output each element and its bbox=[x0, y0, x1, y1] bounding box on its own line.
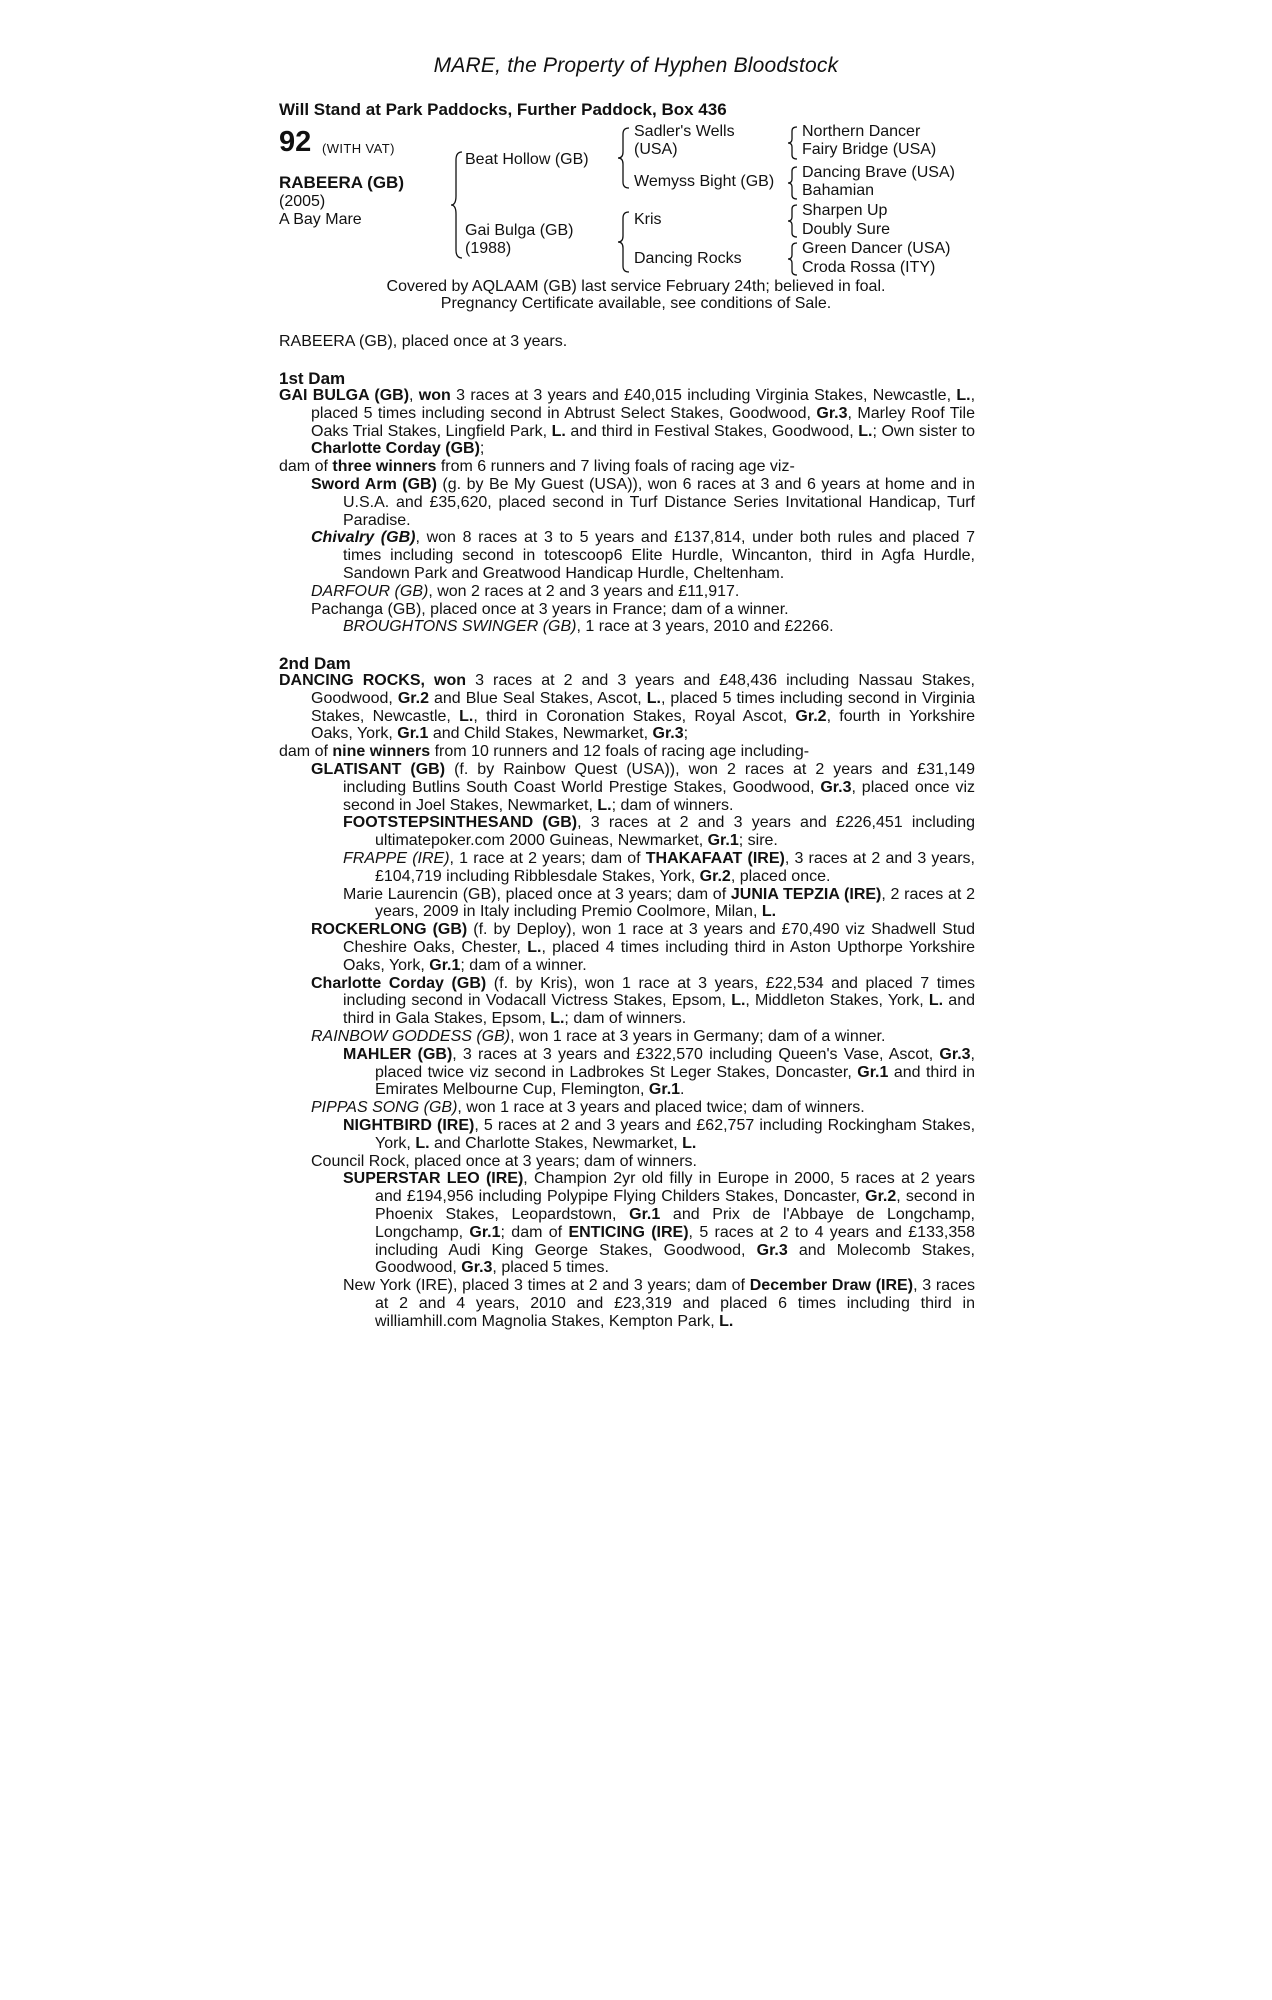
text: ; sire. bbox=[738, 832, 778, 850]
produce-rockerlong bbox=[279, 921, 975, 974]
listed-badge: L. bbox=[415, 1134, 430, 1152]
text: , 5 races at 2 and 3 years and £62,757 including Rockingham Stakes, York, bbox=[375, 1116, 976, 1152]
first-dam-name: GAI BULGA (GB) bbox=[279, 387, 410, 404]
produce-darfour bbox=[279, 583, 975, 601]
stand-location: Will Stand at Park Paddocks, Further Paddock, Box 436 bbox=[279, 100, 727, 119]
listed-badge: L. bbox=[956, 387, 971, 404]
produce-marie-laurencin bbox=[279, 886, 975, 922]
pedigree-brace-3 bbox=[617, 210, 631, 274]
text: , 1 race at 2 years; dam of bbox=[449, 849, 646, 867]
text: , 2 races at 2 years, 2009 in Italy including Premio Coolmore, Milan, bbox=[375, 885, 976, 921]
group-badge: Gr.1 bbox=[648, 1081, 681, 1099]
pedigree-g3: Dancing Brave (USA) bbox=[802, 164, 955, 181]
horse-name: Sword Arm (GB) bbox=[311, 475, 437, 493]
horse-name: DARFOUR (GB) bbox=[311, 582, 429, 600]
group-badge: Gr.1 bbox=[429, 956, 461, 974]
text: from 6 runners and 7 living foals of racing age viz- bbox=[436, 458, 795, 476]
produce-broughtons-swinger bbox=[279, 618, 975, 636]
group-badge: Gr.2 bbox=[397, 689, 429, 707]
produce-chivalry bbox=[279, 529, 975, 582]
vat-note: (WITH VAT) bbox=[322, 141, 395, 156]
group-badge: Gr.3 bbox=[652, 725, 684, 743]
text: ; bbox=[479, 440, 485, 458]
group-badge: Gr.3 bbox=[939, 1045, 971, 1063]
group-badge: Gr.2 bbox=[699, 867, 731, 885]
text: , placed 5 times including second in Abtrust Select Stakes, Goodwood, bbox=[311, 387, 976, 422]
produce-charlotte-corday bbox=[279, 975, 975, 1028]
horse-name: THAKAFAAT (IRE) bbox=[645, 849, 785, 867]
text: Pachanga (GB), placed once at 3 years in France; dam of a winner. bbox=[311, 600, 789, 618]
text: , won 1 race at 3 years and placed twice; dam of winners. bbox=[457, 1099, 865, 1117]
second-dam-title: 2nd Dam bbox=[279, 654, 351, 673]
text: , placed once. bbox=[730, 867, 831, 885]
text: and Child Stakes, Newmarket, bbox=[428, 725, 653, 743]
text: , placed twice viz second in Ladbrokes St Leger Stakes, Doncaster, bbox=[375, 1045, 975, 1081]
horse-description: A Bay Mare bbox=[279, 211, 362, 228]
listed-badge: L. bbox=[858, 422, 873, 440]
produce-pachanga bbox=[279, 601, 975, 619]
won-label: won bbox=[418, 387, 451, 404]
covered-line-1: Covered by AQLAAM (GB) last service February 24th; believed in foal. bbox=[386, 278, 886, 295]
text: dam of bbox=[279, 743, 333, 761]
text: (f. by Kris), won 1 race at 3 years, £22,534 and placed 7 times including second in Vodacall Victress Stakes, Epsom, bbox=[343, 974, 975, 1010]
text: , 3 races at 3 years and £322,570 including Queen's Vase, Ascot, bbox=[452, 1045, 940, 1063]
horse-name: RAINBOW GODDESS (GB) bbox=[311, 1027, 511, 1045]
produce-frappe bbox=[279, 850, 975, 886]
produce-sword-arm bbox=[279, 476, 975, 529]
pedigree-g1: Northern Dancer bbox=[802, 123, 921, 140]
second-dam-entry bbox=[279, 672, 975, 743]
pedigree-g4: Bahamian bbox=[802, 182, 875, 199]
pedigree-g7: Green Dancer (USA) bbox=[802, 240, 951, 257]
text: ; Own sister to bbox=[872, 422, 976, 440]
sister-name: Charlotte Corday (GB) bbox=[311, 440, 480, 458]
group-badge: Gr.1 bbox=[629, 1205, 661, 1223]
winners-count: nine winners bbox=[332, 743, 431, 761]
produce-mahler bbox=[279, 1046, 975, 1099]
horse-name: NIGHTBIRD (IRE) bbox=[343, 1116, 475, 1134]
pedigree-brace-4 bbox=[787, 125, 799, 161]
horse-name: Chivalry (GB) bbox=[311, 529, 416, 547]
text: ; dam of bbox=[500, 1223, 569, 1241]
produce-new-york bbox=[279, 1277, 975, 1330]
text: Council Rock, placed once at 3 years; dam of winners. bbox=[311, 1152, 697, 1170]
winners-count: three winners bbox=[332, 458, 437, 476]
pedigree-brace-1 bbox=[450, 150, 464, 260]
listed-badge: L. bbox=[551, 422, 566, 440]
listed-badge: L. bbox=[731, 992, 746, 1010]
text: and Blue Seal Stakes, Ascot, bbox=[429, 689, 647, 707]
group-badge: Gr.1 bbox=[707, 832, 739, 850]
page-title: MARE, the Property of Hyphen Bloodstock bbox=[433, 54, 839, 77]
text: , Champion 2yr old filly in Europe in 2000, 5 races at 2 years and £194,956 including Polypipe Flying Childers Stakes, Doncaster, bbox=[375, 1170, 976, 1206]
pedigree-brace-5 bbox=[787, 165, 799, 201]
text: , placed 5 times including second in Virginia Stakes, Newcastle, bbox=[311, 689, 976, 725]
text: ; bbox=[683, 725, 689, 743]
horse-name: BROUGHTONS SWINGER (GB) bbox=[343, 618, 577, 636]
group-badge: Gr.1 bbox=[857, 1063, 889, 1081]
horse-name: PIPPAS SONG (GB) bbox=[311, 1099, 458, 1117]
text: 3 races at 3 years and £40,015 including Virginia Stakes, Newcastle, bbox=[450, 387, 957, 404]
text: and Prix de l'Abbaye de Longchamp, Longchamp, bbox=[375, 1205, 976, 1241]
first-dam-entry: GAI BULGA (GB), won 3 races at 3 years and £40,015 including Virginia Stakes, Newcastle, L., placed 5 times including second in Abtrust Select Stakes, Goodwood, Gr.3, Marley Roof Tile Oaks Trial Stakes, Lingfield Park, L. and third in Festival Stakes, Goodwood, L.; Own sister to Charlotte Corday (GB); bbox=[279, 387, 976, 458]
pedigree-brace-6 bbox=[787, 203, 799, 239]
horse-name: FRAPPE (IRE) bbox=[343, 849, 450, 867]
produce-pippas-song bbox=[279, 1099, 975, 1117]
pedigree-dam-sire: Kris bbox=[634, 211, 662, 228]
text: and Charlotte Stakes, Newmarket, bbox=[429, 1134, 683, 1152]
pedigree-sire: Beat Hollow (GB) bbox=[465, 151, 589, 168]
second-dam-produce-summary bbox=[279, 743, 975, 761]
text: from 10 runners and 12 foals of racing age including- bbox=[430, 743, 810, 761]
listed-badge: L. bbox=[527, 938, 542, 956]
text: ; dam of winners. bbox=[564, 1010, 687, 1028]
horse-name: SUPERSTAR LEO (IRE) bbox=[343, 1170, 524, 1188]
listed-badge: L. bbox=[719, 1312, 734, 1330]
text: , 3 races at 2 and 3 years, £104,719 including Ribblesdale Stakes, York, bbox=[375, 849, 975, 885]
text: and third in Festival Stakes, Goodwood, bbox=[565, 422, 859, 440]
lot-number: 92 bbox=[279, 126, 312, 158]
listed-badge: L. bbox=[761, 903, 777, 921]
pedigree-brace-7 bbox=[787, 241, 799, 277]
text: ; dam of winners. bbox=[611, 796, 734, 814]
pedigree-dam-dam: Dancing Rocks bbox=[634, 250, 742, 267]
pedigree-g8: Croda Rossa (ITY) bbox=[802, 259, 936, 276]
text: , won 2 races at 2 and 3 years and £11,917. bbox=[428, 582, 740, 600]
first-dam-title: 1st Dam bbox=[279, 369, 346, 388]
pedigree-sire-sire-1: Sadler's Wells bbox=[634, 123, 735, 140]
text: , 3 races at 2 and 4 years, 2010 and £23,319 and placed 6 times including third in williamhill.com Magnolia Stakes, Kempton Park, bbox=[375, 1277, 976, 1330]
text: New York (IRE), placed 3 times at 2 and 3 years; dam of bbox=[343, 1277, 750, 1295]
text: and Molecomb Stakes, Goodwood, bbox=[375, 1241, 975, 1277]
pedigree-sire-sire-2: (USA) bbox=[634, 141, 678, 158]
group-badge: Gr.3 bbox=[816, 404, 848, 422]
won-label: , won bbox=[420, 672, 467, 689]
text: , 5 races at 2 to 4 years and £133,358 including Audi King George Stakes, Goodwood, bbox=[375, 1223, 976, 1259]
group-badge: Gr.3 bbox=[756, 1241, 788, 1259]
text: , won 8 races at 3 to 5 years and £137,814, under both rules and placed 7 times including second in totescoop6 Elite Hurdle, Wincanton, third in Agfa Hurdle, Sandown Park and Greatwood Handicap Hurdle, Cheltenham. bbox=[343, 529, 975, 582]
first-dam-produce-summary bbox=[279, 458, 975, 476]
listed-badge: L. bbox=[597, 796, 612, 814]
produce-council-rock bbox=[279, 1153, 975, 1171]
pedigree-g2: Fairy Bridge (USA) bbox=[802, 141, 937, 158]
text: (f. by Rainbow Quest (USA)), won 2 races at 2 years and £31,149 including Butlins South Coast World Prestige Stakes, Goodwood, bbox=[343, 760, 976, 796]
pedigree-dam-year: (1988) bbox=[465, 240, 512, 257]
listed-badge: L. bbox=[682, 1134, 697, 1152]
text: Marie Laurencin (GB), placed once at 3 years; dam of bbox=[343, 885, 731, 903]
text: ; dam of a winner. bbox=[460, 956, 587, 974]
text: 3 races at 2 and 3 years and £48,436 including Nassau Stakes, Goodwood, bbox=[311, 672, 976, 707]
horse-name: December Draw (IRE) bbox=[749, 1277, 914, 1295]
text: and third in Emirates Melbourne Cup, Flemington, bbox=[375, 1063, 975, 1099]
text: , second in Phoenix Stakes, Leopardstown, bbox=[375, 1188, 975, 1223]
text: , Middleton Stakes, York, bbox=[745, 992, 929, 1010]
produce-footstepsinthesand bbox=[279, 814, 975, 850]
listed-badge: L. bbox=[550, 1010, 565, 1028]
produce-rainbow-goddess bbox=[279, 1028, 975, 1046]
horse-year: (2005) bbox=[279, 193, 326, 210]
text: , 3 races at 2 and 3 years and £226,451 including ultimatepoker.com 2000 Guineas, Newmarket, bbox=[375, 814, 976, 850]
group-badge: Gr.1 bbox=[469, 1223, 501, 1241]
horse-name: RABEERA (GB) bbox=[279, 173, 404, 192]
group-badge: Gr.3 bbox=[820, 778, 852, 796]
horse-name: Charlotte Corday (GB) bbox=[311, 974, 487, 992]
pedigree-dam: Gai Bulga (GB) bbox=[465, 222, 574, 239]
produce-nightbird bbox=[279, 1117, 975, 1153]
pedigree-sire-dam: Wemyss Bight (GB) bbox=[634, 173, 775, 190]
group-badge: Gr.2 bbox=[865, 1188, 897, 1206]
text: . bbox=[680, 1081, 685, 1099]
first-dam-section bbox=[279, 387, 975, 636]
covered-line-2: Pregnancy Certificate available, see conditions of Sale. bbox=[440, 295, 832, 312]
produce-superstar-leo bbox=[279, 1170, 975, 1277]
horse-name: ENTICING (IRE) bbox=[568, 1223, 689, 1241]
pedigree-brace-2 bbox=[617, 126, 631, 190]
group-badge: Gr.2 bbox=[795, 707, 827, 725]
text: , third in Coronation Stakes, Royal Ascot, bbox=[473, 707, 796, 725]
group-badge: Gr.1 bbox=[397, 725, 429, 743]
text: , Marley Roof Tile Oaks Trial Stakes, Lingfield Park, bbox=[311, 404, 975, 440]
second-dam-section bbox=[279, 672, 975, 1330]
second-dam-name: DANCING ROCKS bbox=[279, 672, 421, 689]
group-badge: Gr.3 bbox=[461, 1259, 493, 1277]
listed-badge: L. bbox=[459, 707, 474, 725]
horse-name: MAHLER (GB) bbox=[343, 1045, 453, 1063]
pedigree-g5: Sharpen Up bbox=[802, 202, 888, 219]
horse-name: FOOTSTEPSINTHESAND (GB) bbox=[343, 814, 578, 832]
text: , placed once viz second in Joel Stakes, Newmarket, bbox=[343, 778, 975, 814]
listed-badge: L. bbox=[646, 689, 661, 707]
listed-badge: L. bbox=[928, 992, 944, 1010]
text: dam of bbox=[279, 458, 333, 476]
text: , won 1 race at 3 years in Germany; dam of a winner. bbox=[510, 1027, 886, 1045]
text: , 1 race at 3 years, 2010 and £2266. bbox=[576, 618, 834, 636]
text: (f. by Deploy), won 1 race at 3 years and £70,490 viz Shadwell Stud Cheshire Oaks, Chester, bbox=[343, 921, 976, 956]
text: (g. by Be My Guest (USA)), won 6 races at 3 and 6 years at home and in U.S.A. and £35,620, placed second in Turf Distance Series Invitational Handicap, Turf Paradise. bbox=[343, 475, 975, 529]
text: , placed 4 times including third in Aston Upthorpe Yorkshire Oaks, York, bbox=[343, 938, 975, 974]
text: , placed 5 times. bbox=[492, 1259, 609, 1277]
pedigree-g6: Doubly Sure bbox=[802, 221, 891, 238]
text: , fourth in Yorkshire Oaks, York, bbox=[311, 707, 976, 743]
horse-name: ROCKERLONG (GB) bbox=[311, 921, 468, 939]
produce-glatisant bbox=[279, 761, 975, 814]
horse-name: JUNIA TEPZIA (IRE) bbox=[730, 885, 882, 903]
text: and third in Gala Stakes, Epsom, bbox=[343, 992, 976, 1028]
intro-line: RABEERA (GB), placed once at 3 years. bbox=[279, 333, 568, 350]
horse-name: GLATISANT (GB) bbox=[311, 760, 446, 778]
